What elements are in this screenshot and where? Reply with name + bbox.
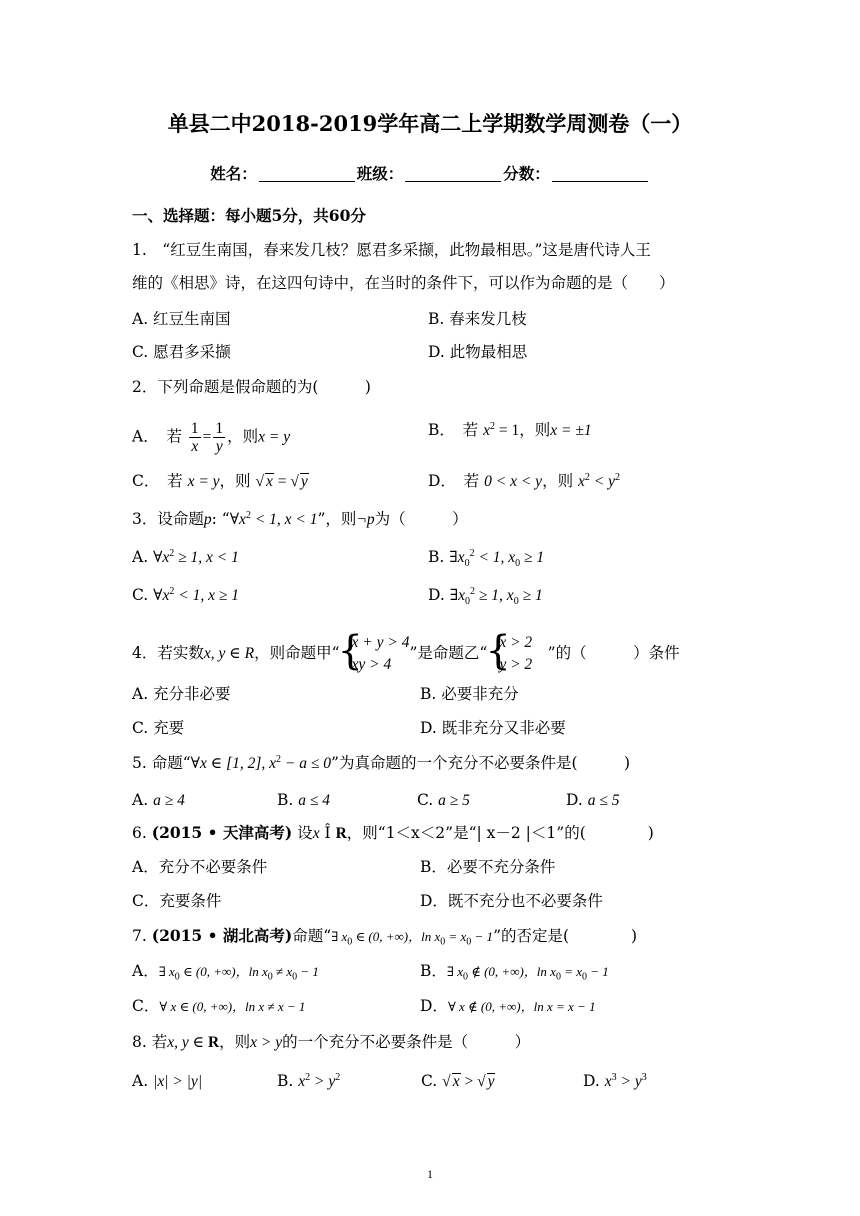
q5-option-d: D. a ≤ 5 — [566, 791, 620, 809]
q3-option-a: A. $\forall x^2 \ge 1$, x < 1 — [132, 547, 239, 566]
name-blank[interactable] — [259, 165, 355, 182]
q3-option-b: B. $\exists x_0^2 < 1$, $x_0 \ge 1$ — [428, 547, 545, 570]
q1-stem-line2: 维的《相思》诗，在这四句诗中，在当时的条件下，可以作为命题的是（ ） — [132, 274, 675, 292]
q6-option-d: D．既不充分也不必要条件 — [420, 892, 603, 910]
page-number: 1 — [427, 1167, 433, 1181]
exam-title: 单县二中2018-2019学年高二上学期数学周测卷（一） — [167, 111, 693, 136]
q7-stem: 7. (2015 • 湖北高考)命题“∃ $x_0$ ∈ (0, +∞)，$\ln x_0 = x_0 - 1$”的否定是( ) — [132, 926, 638, 948]
class-label: 班级： — [356, 164, 404, 183]
q7-option-c: C．∀ x ∈ (0, +∞)，ln x ≠ x − 1 — [132, 997, 306, 1015]
q6-stem: 6. (2015 • 天津高考) 设x Î R，则“1＜x＜2”是“| x－2 |＜1”的( ) — [132, 823, 654, 842]
q5-stem: 5. 命题“∀x ∈ [1, 2], $x^2 - a \le 0$”为真命题的一个充分不必要条件是( ) — [132, 753, 631, 772]
q1-option-b: B. 春来发几枝 — [428, 310, 527, 328]
q4-stem: 4．若实数x, y ∈ R，则命题甲“ { x + y > 4 xy > 4 ”是命题乙“ { x > 2 y > 2 ”的（ ）条件 — [132, 632, 680, 676]
q3-stem: 3．设命题p: “$\forall x^2 < 1$, x < 1”，则¬p为（ ） — [132, 509, 468, 528]
q4-option-b: B. 必要非充分 — [420, 685, 519, 703]
q8-stem: 8. 若x, y ∈ R，则x > y的一个充分不必要条件是（ ） — [132, 1033, 531, 1051]
q3-option-d: D. $\exists x_0^2 \ge 1$, $x_0 \ge 1$ — [428, 585, 543, 608]
q5-option-c: C. a ≥ 5 — [417, 791, 470, 809]
q2-option-c: C． 若 x = y，则 √ x = √ y — [132, 472, 308, 490]
q1-option-c: C. 愿君多采撷 — [132, 343, 231, 361]
q4-option-a: A. 充分非必要 — [132, 685, 231, 703]
q4-option-c: C. 充要 — [132, 719, 185, 737]
q7-option-d: D．∀ x ∉ (0, +∞)，ln x = x − 1 — [420, 997, 596, 1015]
q6-option-c: C．充要条件 — [132, 892, 222, 910]
q1-stem-line1: 1. “红豆生南国，春来发几枝？愿君多采撷，此物最相思。”这是唐代诗人王 — [132, 241, 651, 259]
q2-option-b: B． 若 $x^2 = 1$，则x = ±1 — [428, 420, 592, 439]
student-info — [0, 162, 860, 184]
q5-option-b: B. a ≤ 4 — [277, 791, 331, 809]
name-label: 姓名： — [210, 164, 257, 183]
q2-option-a: A． 若 $\frac{1}{x}$ = $\frac{1}{y}$ ，则x = y — [132, 420, 291, 455]
q2-option-d: D． 若 0 < x < y，则 $x^2 < y^2$ — [428, 471, 620, 490]
q4-option-d: D. 既非充分又非必要 — [420, 719, 566, 737]
q1-option-d: D. 此物最相思 — [428, 343, 528, 361]
q3-option-c: C. $\forall x^2 < 1$, x ≥ 1 — [132, 585, 240, 604]
fraction-1-over-x: $\frac{1}{x}$ — [190, 420, 199, 455]
q5-option-a: A. a ≥ 4 — [132, 791, 185, 809]
q7-option-a: A．∃ $x_0$ ∈ (0, +∞)，$\ln x_0 \ne x_0 - 1$ — [132, 962, 319, 983]
q7-option-b: B．∃ $x_0$ ∉ (0, +∞)，$\ln x_0 = x_0 - 1$ — [420, 962, 609, 983]
q4-system-yi: { x > 2 y > 2 — [487, 632, 532, 676]
q2-stem: 2．下列命题是假命题的为( ) — [132, 378, 371, 396]
q6-option-a: A．充分不必要条件 — [132, 858, 268, 876]
section-heading: 一、选择题：每小题5分，共60分 — [132, 206, 366, 225]
score-label: 分数： — [503, 164, 550, 183]
q8-option-d: D. $x^3 > y^3$ — [583, 1071, 647, 1090]
q1-option-a: A. 红豆生南国 — [132, 310, 231, 328]
class-blank[interactable] — [405, 165, 501, 182]
score-blank[interactable] — [552, 165, 648, 182]
q4-system-jia: { x + y > 4 xy > 4 — [340, 632, 410, 676]
q8-option-a: A. |x| > |y| — [132, 1072, 203, 1090]
q8-option-b: B. $x^2 > y^2$ — [277, 1071, 341, 1090]
fraction-1-over-y: $\frac{1}{y}$ — [215, 420, 224, 455]
q8-option-c: C. √ x > √ y — [421, 1072, 495, 1090]
q6-option-b: B．必要不充分条件 — [420, 858, 556, 876]
